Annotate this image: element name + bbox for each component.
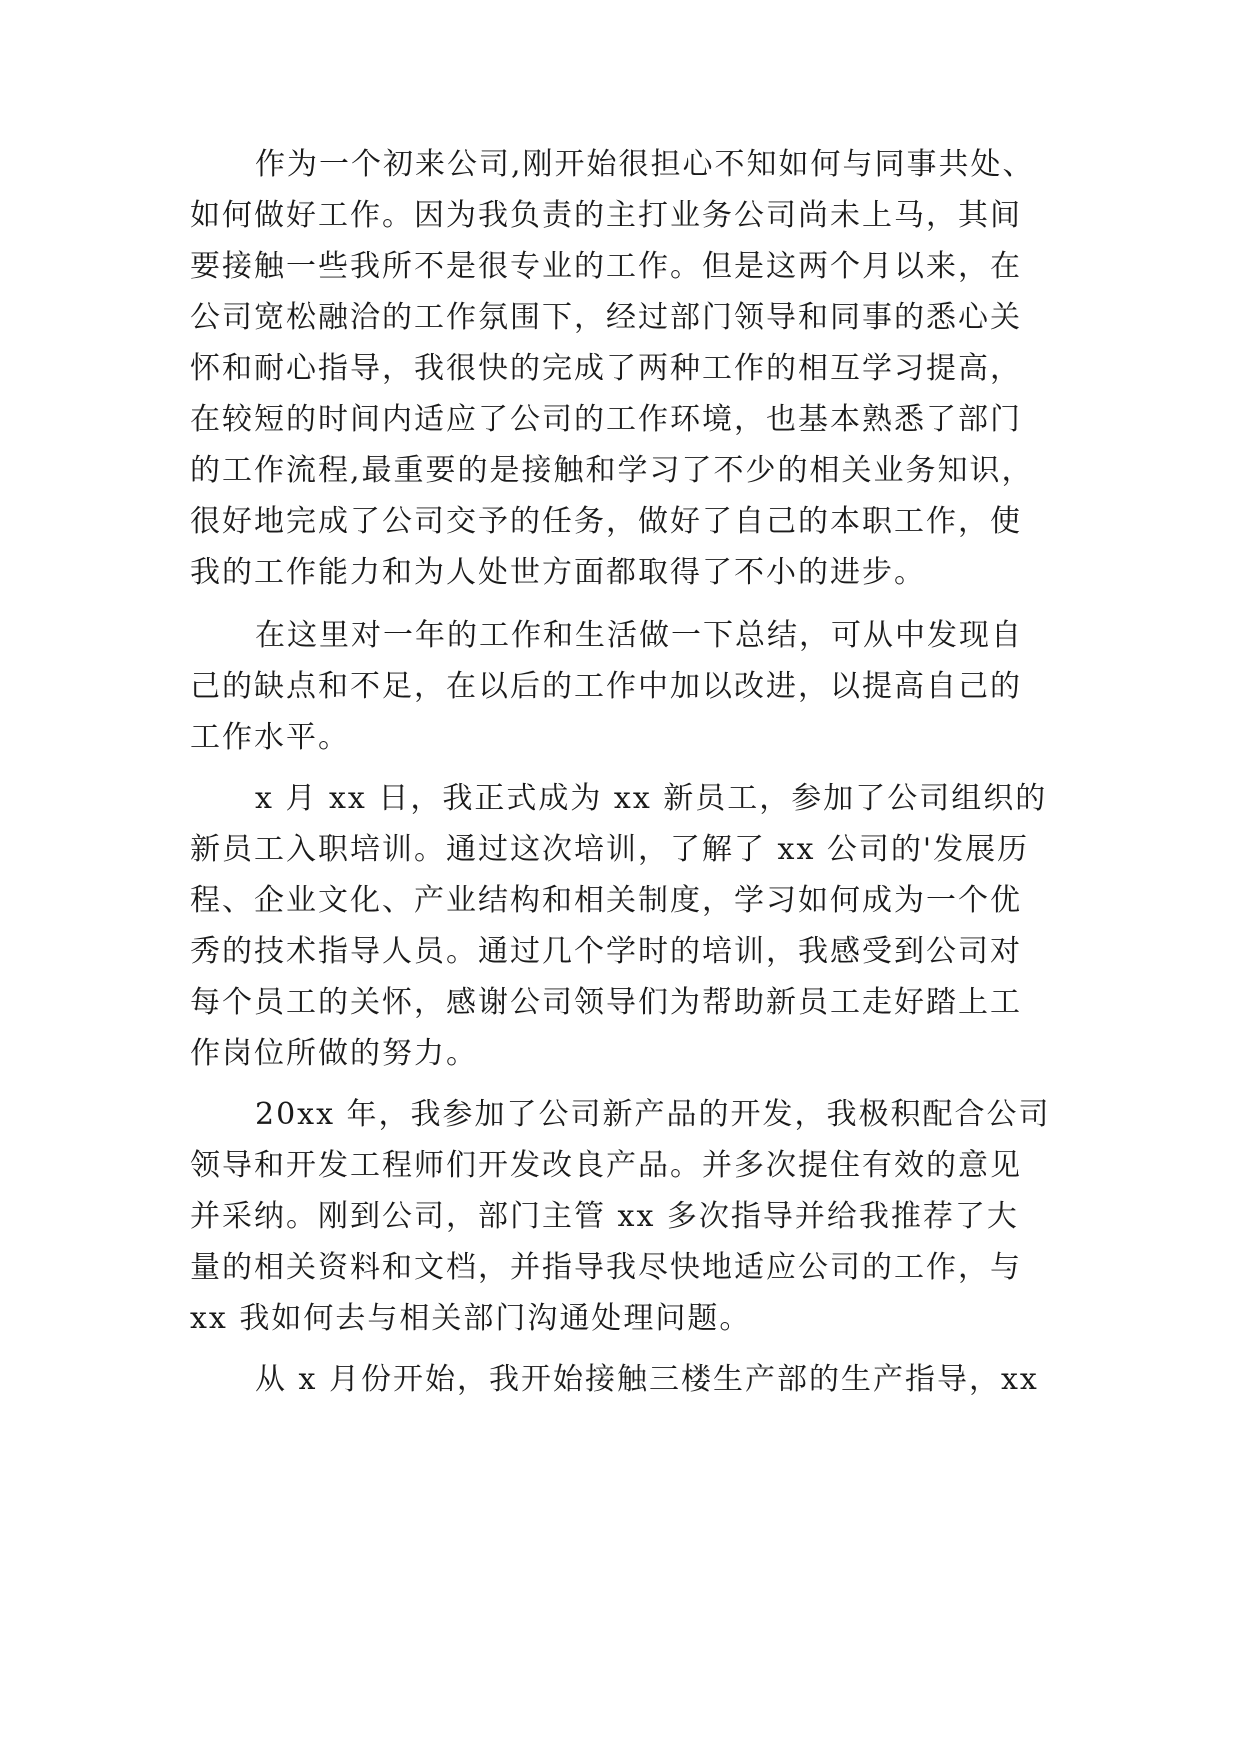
text-line: 在这里对一年的工作和生活做一下总结，可从中发现自 [255,618,1023,653]
text-line: 怀和耐心指导，我很快的完成了两种工作的相互学习提高， [190,351,1022,386]
text-line: 在较短的时间内适应了公司的工作环境，也基本熟悉了部门 [190,402,1022,437]
text-line: 己的缺点和不足，在以后的工作中加以改进，以提高自己的 [190,669,1022,704]
text-line: 我的工作能力和为人处世方面都取得了不小的进步。 [190,555,926,590]
text-line: 量的相关资料和文档，并指导我尽快地适应公司的工作，与 [190,1250,1022,1285]
text-line: 程、企业文化、产业结构和相关制度，学习如何成为一个优 [190,883,1022,918]
text-line: 很好地完成了公司交予的任务，做好了自己的本职工作，使 [190,504,1022,539]
text-line: 的工作流程,最重要的是接触和学习了不少的相关业务知识， [190,453,1034,488]
text-line: 20xx 年，我参加了公司新产品的开发，我极积配合公司 [255,1097,1051,1132]
text-line: 新员工入职培训。通过这次培训，了解了 xx 公司的'发展历 [190,832,1030,867]
text-line: 作岗位所做的努力。 [190,1036,478,1071]
text-line: 要接触一些我所不是很专业的工作。但是这两个月以来，在 [190,249,1022,284]
text-line: 秀的技术指导人员。通过几个学时的培训，我感受到公司对 [190,934,1022,969]
text-line: 从 x 月份开始，我开始接触三楼生产部的生产指导，xx [255,1362,1039,1397]
text-line: 公司宽松融洽的工作氛围下，经过部门领导和同事的悉心关 [190,300,1022,335]
text-line: xx 我如何去与相关部门沟通处理问题。 [190,1301,752,1336]
text-line: 每个员工的关怀，感谢公司领导们为帮助新员工走好踏上工 [190,985,1022,1020]
text-line: 如何做好工作。因为我负责的主打业务公司尚未上马，其间 [190,198,1022,233]
text-line: 并采纳。刚到公司，部门主管 xx 多次指导并给我推荐了大 [190,1199,1019,1234]
text-line: 工作水平。 [190,720,350,755]
text-line: x 月 xx 日，我正式成为 xx 新员工，参加了公司组织的 [255,781,1048,816]
text-line: 领导和开发工程师们开发改良产品。并多次提住有效的意见 [190,1148,1022,1183]
text-line: 作为一个初来公司,刚开始很担心不知如何与同事共处、 [255,147,1035,182]
